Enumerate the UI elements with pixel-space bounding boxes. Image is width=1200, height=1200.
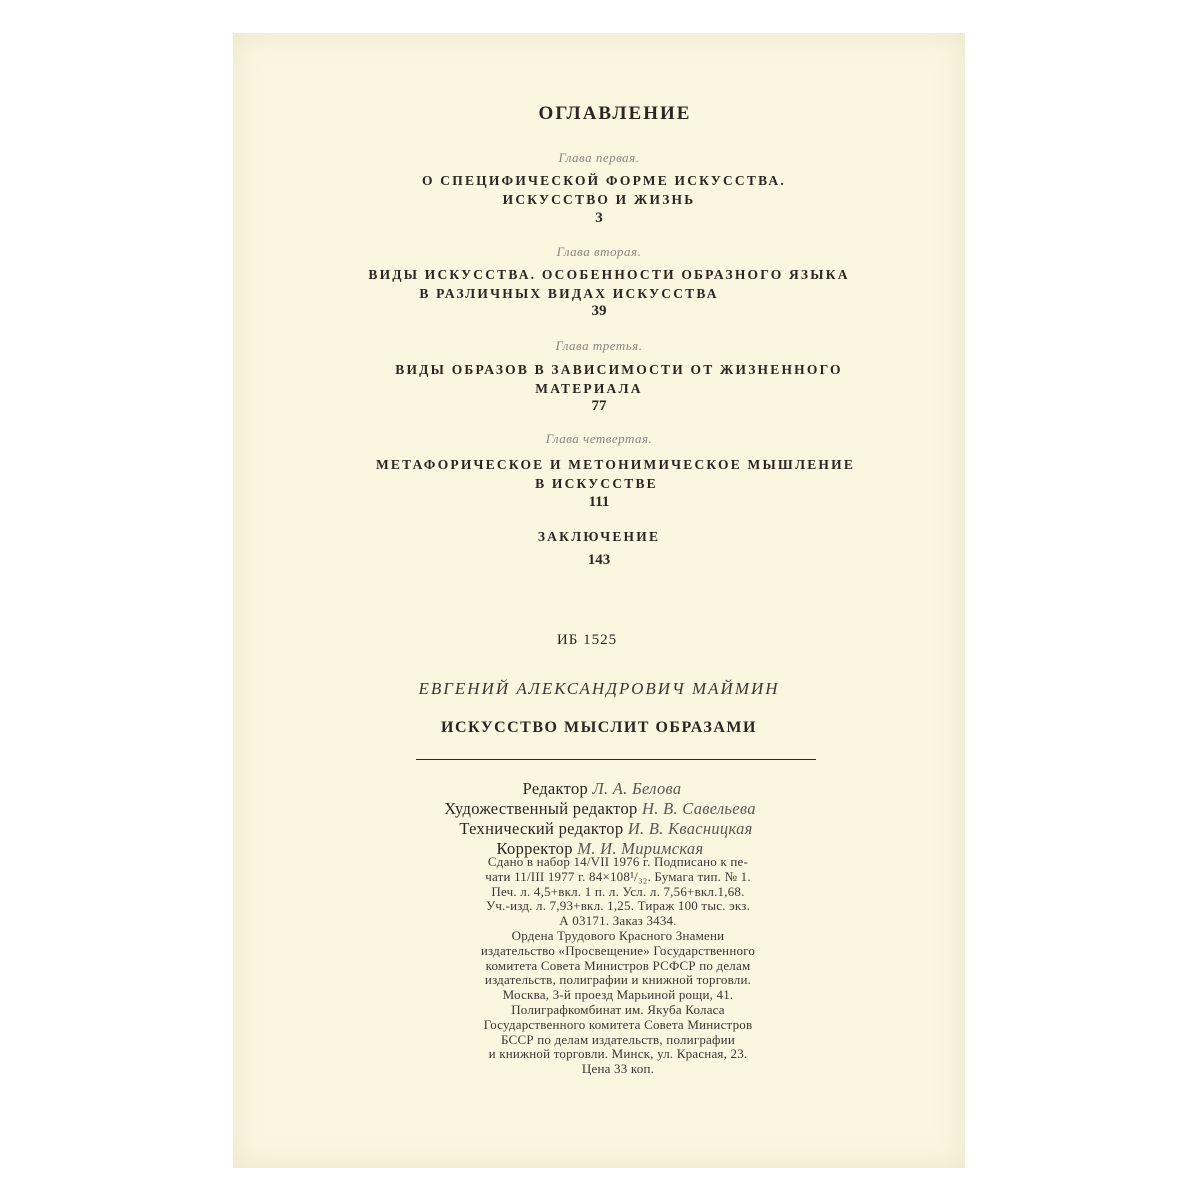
imprint-line: А 03171. Заказ 3434. — [559, 913, 677, 929]
imprint-price: Цена 33 коп. — [581, 1061, 655, 1077]
chapter-1-title-line-1: О СПЕЦИФИЧЕСКОЙ ФОРМЕ ИСКУССТВА. — [422, 173, 786, 188]
book-title: ИСКУССТВО МЫСЛИТ ОБРАЗАМИ — [441, 719, 757, 736]
staff-art-editor — [233, 799, 965, 819]
staff-art-editor-role: Художественный редактор — [444, 799, 642, 818]
imprint-line: БССР по делам издательств, полиграфии — [501, 1031, 735, 1047]
imprint-line: Государственного комитета Совета Министров — [483, 1016, 753, 1032]
staff-proofreader-name: М. И. Миримская — [577, 839, 704, 858]
staff-editor-name: Л. А. Белова — [592, 779, 682, 798]
chapter-3-label: Глава третья. — [555, 338, 643, 353]
conclusion-page: 143 — [587, 552, 611, 568]
chapter-4-title-line-2: В ИСКУССТВЕ — [535, 476, 658, 491]
staff-proofreader-role: Корректор — [496, 839, 578, 858]
chapter-3-title-line-2: МАТЕРИАЛА — [535, 381, 643, 396]
imprint-line: Полиграфкомбинат им. Якуба Коласа — [511, 1001, 725, 1017]
chapter-4-title-line-1: МЕТАФОРИЧЕСКОЕ И МЕТОНИМИЧЕСКОЕ МЫШЛЕНИЕ — [375, 457, 856, 472]
imprint-line: издательство «Просвещение» Государственного — [480, 942, 756, 958]
chapter-2-label: Глава вторая. — [556, 244, 642, 259]
imprint-line: и книжной торговли. Минск, ул. Красная, 23. — [488, 1046, 748, 1062]
staff-editor — [233, 779, 965, 799]
chapter-3-title — [233, 360, 965, 398]
chapter-1-title — [233, 171, 965, 209]
book-page — [233, 33, 965, 1168]
chapter-4-label: Глава четвертая. — [545, 431, 653, 446]
staff-art-editor-name: Н. В. Савельева — [642, 799, 756, 818]
staff-tech-editor — [233, 819, 965, 839]
imprint-block — [414, 855, 822, 1077]
imprint-line: Сдано в набор 14/VII 1976 г. Подписано к пе- — [487, 854, 749, 869]
divider-rule — [416, 759, 816, 760]
chapter-2-title-line-1: ВИДЫ ИСКУССТВА. ОСОБЕННОСТИ ОБРАЗНОГО ЯЗЫКА — [368, 267, 850, 282]
staff-tech-editor-role: Технический редактор — [459, 819, 628, 838]
staff-editor-role: Редактор — [522, 779, 593, 798]
imprint-line: Уч.-изд. л. 7,93+вкл. 1,25. Тираж 100 тыс. экз. — [485, 898, 751, 914]
toc-title: ОГЛАВЛЕНИЕ — [538, 103, 692, 124]
chapter-1-title-line-2: ИСКУССТВО И ЖИЗНЬ — [502, 192, 696, 207]
ib-number: ИБ 1525 — [556, 632, 618, 648]
chapter-4-page: 111 — [588, 494, 610, 510]
chapter-4-title — [233, 455, 965, 493]
author-name: ЕВГЕНИЙ АЛЕКСАНДРОВИЧ МАЙМИН — [418, 679, 780, 698]
imprint-line: Печ. л. 4,5+вкл. 1 п. л. Усл. л. 7,56+вкл.1,68. — [491, 883, 745, 899]
staff-tech-editor-name: И. В. Квасницкая — [627, 819, 753, 838]
imprint-line: издательств, полиграфии и книжной торговли. — [484, 972, 752, 988]
chapter-2-page: 39 — [591, 303, 607, 319]
staff-list — [233, 779, 965, 859]
chapter-3-title-line-1: ВИДЫ ОБРАЗОВ В ЗАВИСИМОСТИ ОТ ЖИЗНЕННОГО — [395, 362, 843, 377]
conclusion-title: ЗАКЛЮЧЕНИЕ — [537, 529, 661, 544]
imprint-line: комитета Совета Министров РСФСР по делам — [485, 957, 751, 973]
imprint-line: Ордена Трудового Красного Знамени — [511, 927, 725, 943]
imprint-line: чати 11/III 1977 г. 84×108¹/₃₂. Бумага тип. № 1. — [485, 868, 751, 884]
chapter-2-title-line-2: В РАЗЛИЧНЫХ ВИДАХ ИСКУССТВА — [419, 286, 719, 301]
imprint-line: Москва, 3-й проезд Марьиной рощи, 41. — [502, 987, 734, 1003]
chapter-2-title — [233, 265, 965, 303]
chapter-1-page: 3 — [595, 210, 603, 226]
chapter-3-page: 77 — [591, 398, 607, 414]
chapter-1-label: Глава первая. — [558, 150, 640, 165]
